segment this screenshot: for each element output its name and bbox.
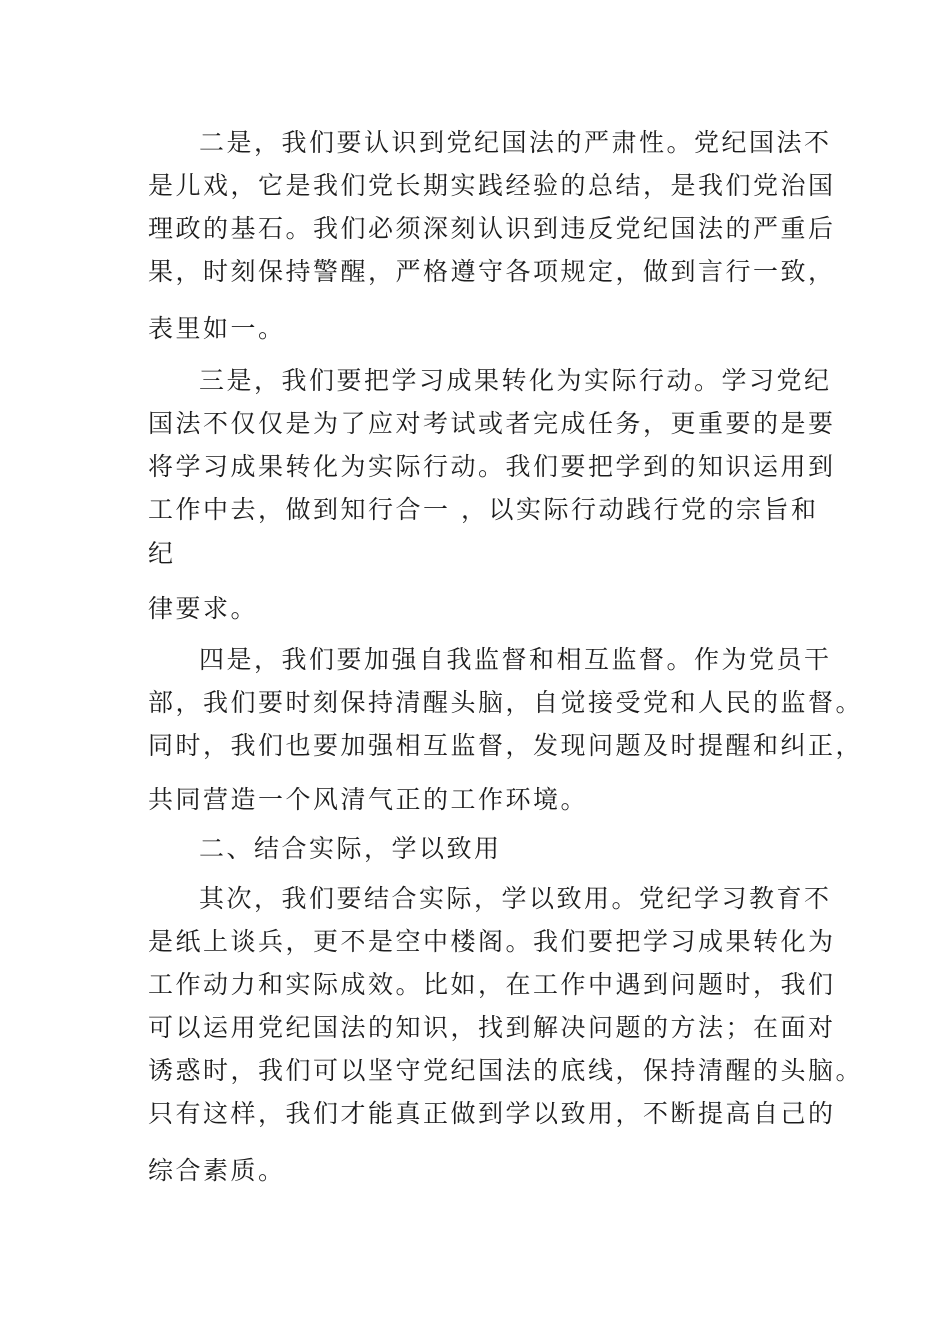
paragraph-line: 理政的基石。我们必须深刻认识到违反党纪国法的严重后 [148,214,836,243]
paragraph-line: 律要求。 [148,594,259,623]
paragraph-line: 国法不仅仅是为了应对考试或者完成任务，更重要的是要 [148,409,836,438]
paragraph-line: 三是，我们要把学习成果转化为实际行动。学习党纪 [199,366,832,395]
paragraph-line: 表里如一。 [148,314,286,343]
paragraph-line: 工作动力和实际成效。比如，在工作中遇到问题时，我们 [148,970,836,999]
paragraph-line: 可以运用党纪国法的知识，找到解决问题的方法；在面对 [148,1013,836,1042]
paragraph-line: 综合素质。 [148,1156,286,1185]
paragraph-line: 其次，我们要结合实际，学以致用。党纪学习教育不 [199,884,832,913]
paragraph-line: 诱惑时，我们可以坚守党纪国法的底线，保持清醒的头脑。 [148,1056,864,1085]
paragraph-line: 四是，我们要加强自我监督和相互监督。作为党员干 [199,645,832,674]
paragraph-line: 只有这样，我们才能真正做到学以致用，不断提高自己的 [148,1099,836,1128]
paragraph-line: 共同营造一个风清气正的工作环境。 [148,785,589,814]
paragraph-line: 是儿戏，它是我们党长期实践经验的总结，是我们党治国 [148,171,836,200]
paragraph-line: 工作中去，做到知行合一 ，以实际行动践行党的宗旨和 [148,495,819,524]
paragraph-line: 二是，我们要认识到党纪国法的严肃性。党纪国法不 [199,128,832,157]
paragraph-line: 部，我们要时刻保持清醒头脑，自觉接受党和人民的监督。 [148,688,864,717]
paragraph-line: 果，时刻保持警醒，严格遵守各项规定，做到言行一致， [148,257,836,286]
paragraph-line: 是纸上谈兵，更不是空中楼阁。我们要把学习成果转化为 [148,927,836,956]
paragraph-line: 将学习成果转化为实际行动。我们要把学到的知识运用到 [148,452,836,481]
paragraph-line: 同时，我们也要加强相互监督，发现问题及时提醒和纠正， [148,731,864,760]
paragraph-line: 纪 [148,539,176,568]
section-heading: 二、结合实际，学以致用 [199,834,502,863]
